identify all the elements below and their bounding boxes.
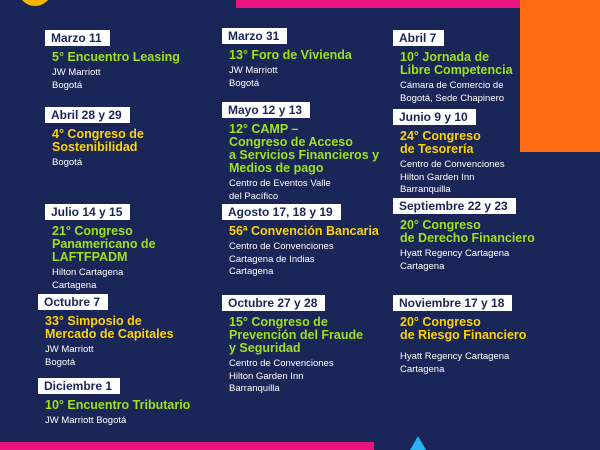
event-card [222, 294, 363, 396]
event-title: 21° Congreso Panamericano de LAFTFPADM [52, 224, 156, 264]
event-card [393, 294, 526, 376]
decorative-orange-circle [18, 0, 52, 6]
event-card [393, 29, 513, 105]
event-date: Agosto 17, 18 y 19 [222, 204, 341, 220]
event-venue: JW Marriott Bogotá [45, 344, 94, 368]
event-date: Septiembre 22 y 23 [393, 198, 516, 214]
event-date: Junio 9 y 10 [393, 109, 476, 125]
event-venue: Bogotá [52, 157, 83, 168]
event-card [393, 197, 535, 273]
event-date: Octubre 27 y 28 [222, 295, 325, 311]
event-date: Noviembre 17 y 18 [393, 295, 512, 311]
event-date: Abril 7 [393, 30, 444, 46]
event-title: 20° Congreso de Riesgo Financiero [400, 315, 527, 342]
event-card [222, 27, 352, 90]
event-venue: Hilton Cartagena Cartagena [52, 267, 124, 291]
event-date: Marzo 11 [45, 30, 110, 46]
event-title: 15° Congreso de Prevención del Fraude y Seguridad [229, 315, 364, 355]
event-card [38, 377, 190, 428]
event-card [45, 29, 180, 92]
event-title: 10° Encuentro Tributario [45, 398, 191, 412]
event-date: Abril 28 y 29 [45, 107, 130, 123]
event-date: Mayo 12 y 13 [222, 102, 310, 118]
event-title: 4° Congreso de Sostenibilidad [52, 127, 144, 154]
event-venue: Cámara de Comercio de Bogotá, Sede Chapinero [400, 80, 505, 104]
event-date: Julio 14 y 15 [45, 204, 130, 220]
event-venue: JW Marriott Bogotá [229, 65, 278, 89]
event-venue: Centro de Convenciones Hilton Garden Inn Barranquilla [229, 358, 334, 394]
event-title: 56ª Convención Bancaria [229, 224, 379, 238]
event-card [222, 203, 379, 279]
event-card [45, 203, 156, 292]
event-venue: JW Marriott Bogotá [52, 67, 101, 91]
event-title: 12° CAMP – Congreso de Acceso a Servicios Financieros y Medios de pago [229, 122, 380, 175]
event-venue: Hyatt Regency Cartagena Cartagena [400, 248, 510, 272]
decorative-blue-triangle [410, 436, 426, 450]
decorative-pink-strip-top [236, 0, 522, 8]
event-card [393, 108, 505, 197]
event-title: 20° Congreso de Derecho Financiero [400, 218, 535, 245]
event-card [45, 106, 144, 170]
event-card [38, 293, 174, 369]
event-title: 5° Encuentro Leasing [52, 50, 180, 64]
event-venue: JW Marriott Bogotá [45, 415, 127, 426]
event-venue: Hyatt Regency Cartagena Cartagena [400, 351, 510, 375]
event-venue: Centro de Convenciones Hilton Garden Inn Barranquilla [400, 159, 505, 195]
decorative-orange-block [520, 0, 600, 152]
event-title: 24° Congreso de Tesorería [400, 129, 481, 156]
event-title: 10° Jornada de Libre Competencia [400, 50, 513, 77]
event-venue: Centro de Convenciones Cartagena de Indias Cartagena [229, 241, 334, 277]
event-title: 13° Foro de Vivienda [229, 48, 352, 62]
event-date: Octubre 7 [38, 294, 108, 310]
event-title: 33° Simposio de Mercado de Capitales [45, 314, 174, 341]
event-date: Marzo 31 [222, 28, 287, 44]
event-date: Diciembre 1 [38, 378, 120, 394]
decorative-pink-strip-bottom [0, 442, 374, 450]
event-venue: Centro de Eventos Valle del Pacífico [229, 178, 331, 202]
event-card [222, 101, 379, 203]
